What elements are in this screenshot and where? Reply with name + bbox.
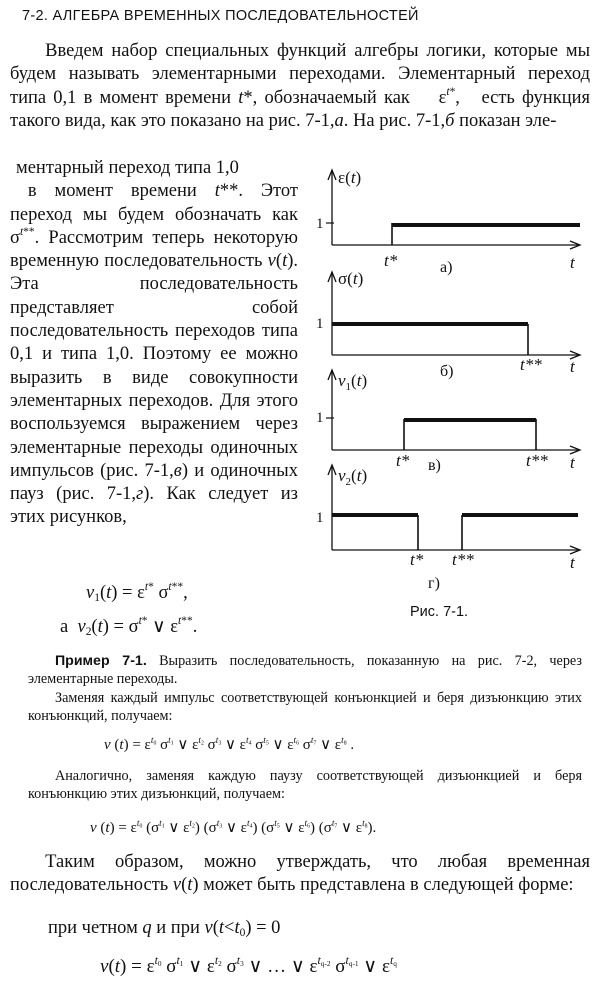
example-formula1: v $(t) = \varepsilon^{t_0}$ $\sigma^{t_1}$ ∨ $\varepsilon^{t_2}$ $\sigma^{t_3}$ ∨ $\varepsilon^{t_4}$ $\sigma^{t_5}$ ∨ $\varepsilon^{t_6}$ $\sigma^{t_7}$ ∨ $\varepsilon^{t_8}$ . (104, 735, 355, 753)
tick-label-d-t1: t* (410, 550, 424, 569)
letter-b: б) (440, 363, 454, 380)
axis-label-d: $v_2(t)$ (338, 466, 368, 488)
level-label-a: 1 (316, 216, 324, 232)
section-heading: 7-2. АЛГЕБРА ВРЕМЕННЫХ ПОСЛЕДОВАТЕЛЬНОСТЕЙ (22, 8, 419, 24)
svg-text:ε(t) (338, 168, 361, 187)
level-label-b: 1 (316, 316, 324, 332)
panel-b (328, 272, 580, 359)
letter-c: в) (428, 457, 441, 474)
axis-label-a: ε(t) (338, 168, 362, 187)
final-formula: $v(t) = \varepsilon^{t_0}$ $\sigma^{t_1}$ ∨ $\varepsilon^{t_2}$ $\sigma^{t_3}$ ∨ … ∨ $\varepsilon^{t_{q-2}}$ $\sigma^{t_{q-1}}$ ∨ $\varepsilon^{t_q}$ (100, 953, 397, 977)
conclusion-paragraph: Таким образом, можно утверждать, что любая временная последовательность v(t) может быть представлена в следующей форме: (10, 852, 590, 896)
letter-a: а) (440, 259, 453, 276)
intro-paragraph: Введем набор специальных функций алгебры логики, которые мы будем называть элементарными переходами. Элементарный переход типа 0,1 в момент времени t*, обозначаемый как $\varepsilon^{t*}$, есть функция такого вида, как это показано на рис. 7-1,а. На рис. 7-1,б показан эле- (10, 41, 591, 131)
time-label-d: t (570, 553, 575, 572)
svg-text:v1(t) (338, 371, 367, 393)
example-formula2: v $(t) = \varepsilon^{t_0}$ ($\sigma^{t_1}$ ∨ $\varepsilon^{t_2}$) ($\sigma^{t_3}$ ∨ $\varepsilon^{t_4}$) ($\sigma^{t_5}$ ∨ $\varepsilon^{t_6}$) ($\sigma^{t_7}$ ∨ $\varepsilon^{t_8}$). (90, 818, 377, 836)
panel-a (326, 170, 580, 249)
tick-label-d-t2: t** (452, 550, 474, 569)
tick-label-c-t1: t* (396, 451, 410, 470)
svg-text:v2(t) (338, 466, 367, 488)
side-paragraph: ментарный переход типа 1,0 в момент времени t**. Этот переход мы будем обозначать как $\sigma^{t**}$. Рассмотрим теперь некоторую временную последовательность v(t). Эта последовательность представляет собой последовательность переходов типа 0,1 и типа 1,0. Поэтому ее можно выразить в виде совокупности элементарных переходов. Для этого воспользуемся выражением через элементарные переходы одиночных импульсов (рис. 7-1,в) и одиночных пауз (рис. 7-1,г). Как следует из этих рисунков, (10, 158, 298, 528)
svg-text:σ(t) (338, 269, 363, 288)
time-label-c: t (570, 453, 575, 472)
time-label-a: t (570, 253, 575, 272)
tick-label-a-t1: t* (384, 251, 398, 270)
tick-label-c-t2: t** (526, 451, 548, 470)
figure-caption: Рис. 7-1. (410, 604, 469, 620)
letter-d: г) (428, 575, 440, 592)
figure-7-1 (300, 160, 600, 600)
tick-label-b-t1: t** (520, 355, 542, 374)
formula-v1: $v_1(t) = \varepsilon^{t*}$ $\sigma^{t**}$, (86, 580, 188, 604)
axis-label-b: σ(t) (338, 269, 364, 288)
time-label-b: t (570, 357, 575, 376)
example-para2: Аналогично, заменяя каждую паузу соответствующей дизъюнкцией и беря конъюнкцию этих дизъюнкций, получаем: (28, 768, 582, 803)
condition-text: при четном q и при $v(t<t_0) = 0$ (48, 918, 281, 939)
level-label-d: 1 (316, 510, 324, 526)
axis-label-c: $v_1(t)$ (338, 371, 368, 393)
example-para1: Заменяя каждый импульс соответствующей конъюнкцией и беря дизъюнкцию этих конъюнкций, получаем: (28, 690, 582, 725)
level-label-c: 1 (316, 410, 324, 426)
formula-v2: а $v_2(t) = \sigma^{t*}$ ∨ $\varepsilon^{t**}$. (60, 614, 198, 638)
example-title: Пример 7-1. (54, 653, 147, 669)
example-statement: Пример 7-1. Выразить последовательность, показанную на рис. 7-2, через элементарные переходы. (28, 653, 582, 688)
